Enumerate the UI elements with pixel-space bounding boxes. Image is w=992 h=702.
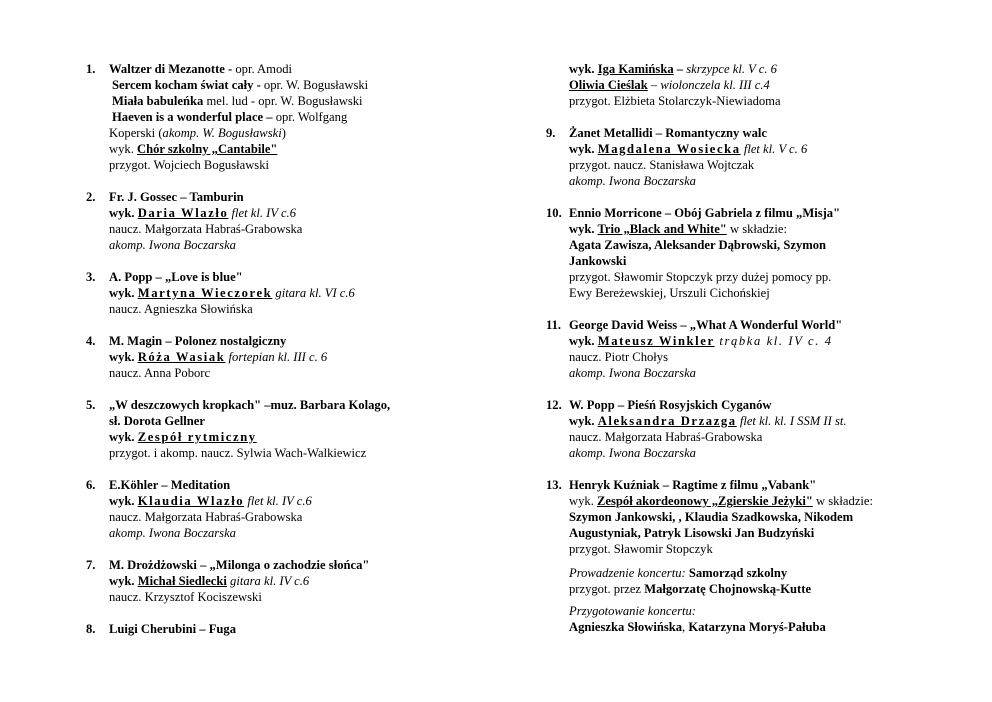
- separator: ,: [682, 620, 689, 634]
- accompanist-line: akomp. Iwona Boczarska: [569, 174, 696, 188]
- teacher-line: przygot. i akomp. naucz. Sylwia Wach-Walkiewicz: [109, 446, 367, 460]
- ensemble-members: Szymon Jankowski, , Klaudia Szadkowska, Nikodem: [569, 510, 854, 524]
- piece-title: George David Weiss – „What A Wonderful World": [569, 318, 843, 332]
- instrument-class: trąbka kl. IV c. 4: [714, 334, 833, 348]
- ensemble-note: w składzie:: [812, 494, 873, 508]
- teacher-line: naucz. Piotr Chołys: [569, 350, 668, 364]
- program-entry-12: [546, 397, 966, 461]
- arranger: opr. Amodi: [232, 62, 293, 76]
- entry-number: 1.: [86, 62, 96, 76]
- piece-title: A. Popp – „Love is blue": [109, 270, 243, 284]
- instrument-class: gitara kl. VI c.6: [272, 286, 355, 300]
- teacher-line: naucz. Małgorzata Habraś-Grabowska: [109, 510, 303, 524]
- program-entry-8: [86, 621, 526, 637]
- teacher-line: naucz. Małgorzata Habraś-Grabowska: [569, 430, 763, 444]
- teacher-line: przygot. Sławomir Stopczyk przy dużej pomocy pp.: [569, 270, 832, 284]
- entry-number: 4.: [86, 334, 96, 348]
- teacher-line: naucz. Anna Poborc: [109, 366, 211, 380]
- instrument-class: gitara kl. IV c.6: [226, 574, 310, 588]
- piece-title: M. Drożdżowski – „Milonga o zachodzie słońca": [109, 558, 370, 572]
- teacher-line: przygot. Sławomir Stopczyk: [569, 542, 713, 556]
- hosting-value: Samorząd szkolny: [685, 566, 788, 580]
- entry-number: 13.: [546, 478, 562, 492]
- piece-title: Henryk Kuźniak – Ragtime z filmu „Vabank": [569, 478, 817, 492]
- concert-credits: [546, 565, 966, 635]
- instrument-class: skrzypce kl. V c. 6: [683, 62, 777, 76]
- accompanist-line: akomp. Iwona Boczarska: [109, 526, 236, 540]
- performer-name: Aleksandra Drzazga: [597, 414, 737, 428]
- preparation-name: Katarzyna Moryś-Pałuba: [688, 620, 826, 634]
- prepared-by-label: przygot. przez: [569, 582, 645, 596]
- teacher-line: Ewy Bereżewskiej, Urszuli Cichońskiej: [569, 286, 770, 300]
- piece-title: „W deszczowych kropkach" –muz. Barbara Kolago,: [109, 398, 391, 412]
- program-entry-2: [86, 189, 526, 253]
- performer-name: Zespół rytmiczny: [137, 430, 257, 444]
- piece-title: Haeven is a wonderful place –: [112, 110, 273, 124]
- entry-number: 6.: [86, 478, 96, 492]
- performer-label: wyk.: [569, 142, 598, 156]
- teacher-line: przygot. Elżbieta Stolarczyk-Niewiadoma: [569, 94, 781, 108]
- program-entry-3: [86, 269, 526, 317]
- performer-label: wyk.: [569, 222, 598, 236]
- performer-name: Chór szkolny „Cantabile": [137, 142, 278, 156]
- ensemble-note: w składzie:: [726, 222, 787, 236]
- program-entry-1: [86, 61, 526, 173]
- performer-name: Trio „Black and White": [597, 222, 727, 236]
- performer-name: Martyna Wieczorek: [137, 286, 273, 300]
- accompanist: akomp. W. Bogusławski: [162, 126, 282, 140]
- program-entry-4: [86, 333, 526, 381]
- performer-label: wyk.: [109, 206, 138, 220]
- piece-title: Sercem kocham świat cały -: [112, 78, 261, 92]
- program-entry-10: [546, 205, 966, 301]
- piece-title: M. Magin – Polonez nostalgiczny: [109, 334, 287, 348]
- performer-label: wyk.: [109, 286, 138, 300]
- performer-name: Róża Wasiak: [137, 350, 226, 364]
- performer-name: Iga Kamińska: [597, 62, 674, 76]
- performer-label: wyk.: [109, 494, 138, 508]
- program-entry-9: [546, 125, 966, 189]
- entry-number: 5.: [86, 398, 96, 412]
- program-entry-7: [86, 557, 526, 605]
- program-entry-11: [546, 317, 966, 381]
- program-entry-13: [546, 477, 966, 557]
- piece-title: Waltzer di Mezanotte -: [109, 62, 233, 76]
- entry-number: 2.: [86, 190, 96, 204]
- preparation-label: Przygotowanie koncertu:: [569, 604, 696, 618]
- performer-name: Michał Siedlecki: [137, 574, 227, 588]
- entry-number: 8.: [86, 622, 96, 636]
- instrument-class: flet kl. V c. 6: [740, 142, 808, 156]
- instrument-class: flet kl. IV c.6: [228, 206, 297, 220]
- piece-title: Ennio Morricone – Obój Gabriela z filmu „Misja": [569, 206, 841, 220]
- instrument-class: – wiolonczela kl. III c.4: [647, 78, 770, 92]
- ensemble-members: Jankowski: [569, 254, 627, 268]
- teacher-line: naucz. Małgorzata Habraś-Grabowska: [109, 222, 303, 236]
- arranger: opr. Wolfgang: [272, 110, 348, 124]
- performer-label: wyk.: [569, 62, 598, 76]
- entry-number: 7.: [86, 558, 96, 572]
- piece-title: E.Köhler – Meditation: [109, 478, 231, 492]
- paren: ): [281, 126, 286, 140]
- performer-name: Mateusz Winkler: [597, 334, 715, 348]
- program-column-left: [86, 61, 526, 653]
- performer-name: Oliwia Cieślak: [569, 78, 648, 92]
- accompanist-line: akomp. Iwona Boczarska: [569, 366, 696, 380]
- performer-label: wyk.: [109, 142, 137, 156]
- program-entry-6: [86, 477, 526, 541]
- ensemble-members: Agata Zawisza, Aleksander Dąbrowski, Szymon: [569, 238, 827, 252]
- performer-label: wyk.: [569, 334, 598, 348]
- entry-number: 10.: [546, 206, 562, 220]
- piece-title: W. Popp – Pieśń Rosyjskich Cyganów: [569, 398, 772, 412]
- performer-label: wyk.: [109, 430, 138, 444]
- program-entry-5: [86, 397, 526, 461]
- arranger: mel. lud - opr. W. Bogusławski: [203, 94, 363, 108]
- instrument-class: flet kl. kl. I SSM II st.: [736, 414, 847, 428]
- entry-number: 12.: [546, 398, 562, 412]
- hosting-label: Prowadzenie koncertu:: [569, 566, 686, 580]
- program-entry-8-continued: [546, 61, 966, 109]
- performer-name: Klaudia Wlazło: [137, 494, 245, 508]
- teacher-line: przygot. naucz. Stanisława Wojtczak: [569, 158, 755, 172]
- prepared-by-value: Małgorzatę Chojnowską-Kutte: [644, 582, 812, 596]
- instrument-class: fortepian kl. III c. 6: [225, 350, 328, 364]
- piece-title: Fr. J. Gossec – Tamburin: [109, 190, 244, 204]
- performer-label: wyk.: [109, 350, 138, 364]
- lyrics-author: sł. Dorota Gellner: [109, 414, 205, 428]
- ensemble-members: Augustyniak, Patryk Lisowski Jan Budzyński: [569, 526, 815, 540]
- program-column-right: [546, 61, 966, 635]
- accompanist-line: akomp. Iwona Boczarska: [569, 446, 696, 460]
- piece-title: Miała babuleńka: [112, 94, 204, 108]
- performer-label: wyk.: [569, 414, 598, 428]
- performer-label: wyk.: [109, 574, 138, 588]
- preparation-name: Agnieszka Słowińska: [569, 620, 683, 634]
- dash: –: [673, 62, 684, 76]
- performer-label: wyk.: [569, 494, 597, 508]
- performer-name: Zespół akordeonowy „Zgierskie Jeżyki": [597, 494, 813, 508]
- performer-name: Daria Wlazło: [137, 206, 229, 220]
- piece-title: Żanet Metallidi – Romantyczny walc: [569, 126, 767, 140]
- accompanist-line: akomp. Iwona Boczarska: [109, 238, 236, 252]
- instrument-class: flet kl. IV c.6: [244, 494, 312, 508]
- entry-number: 11.: [546, 318, 562, 332]
- teacher-line: naucz. Krzysztof Kociszewski: [109, 590, 262, 604]
- teacher-line: przygot. Wojciech Bogusławski: [109, 158, 269, 172]
- entry-number: 3.: [86, 270, 96, 284]
- arranger: opr. W. Bogusławski: [260, 78, 369, 92]
- teacher-line: naucz. Agnieszka Słowińska: [109, 302, 253, 316]
- performer-name: Magdalena Wosiecka: [597, 142, 741, 156]
- piece-title: Luigi Cherubini – Fuga: [109, 622, 237, 636]
- arranger: Koperski (: [109, 126, 163, 140]
- entry-number: 9.: [546, 126, 556, 140]
